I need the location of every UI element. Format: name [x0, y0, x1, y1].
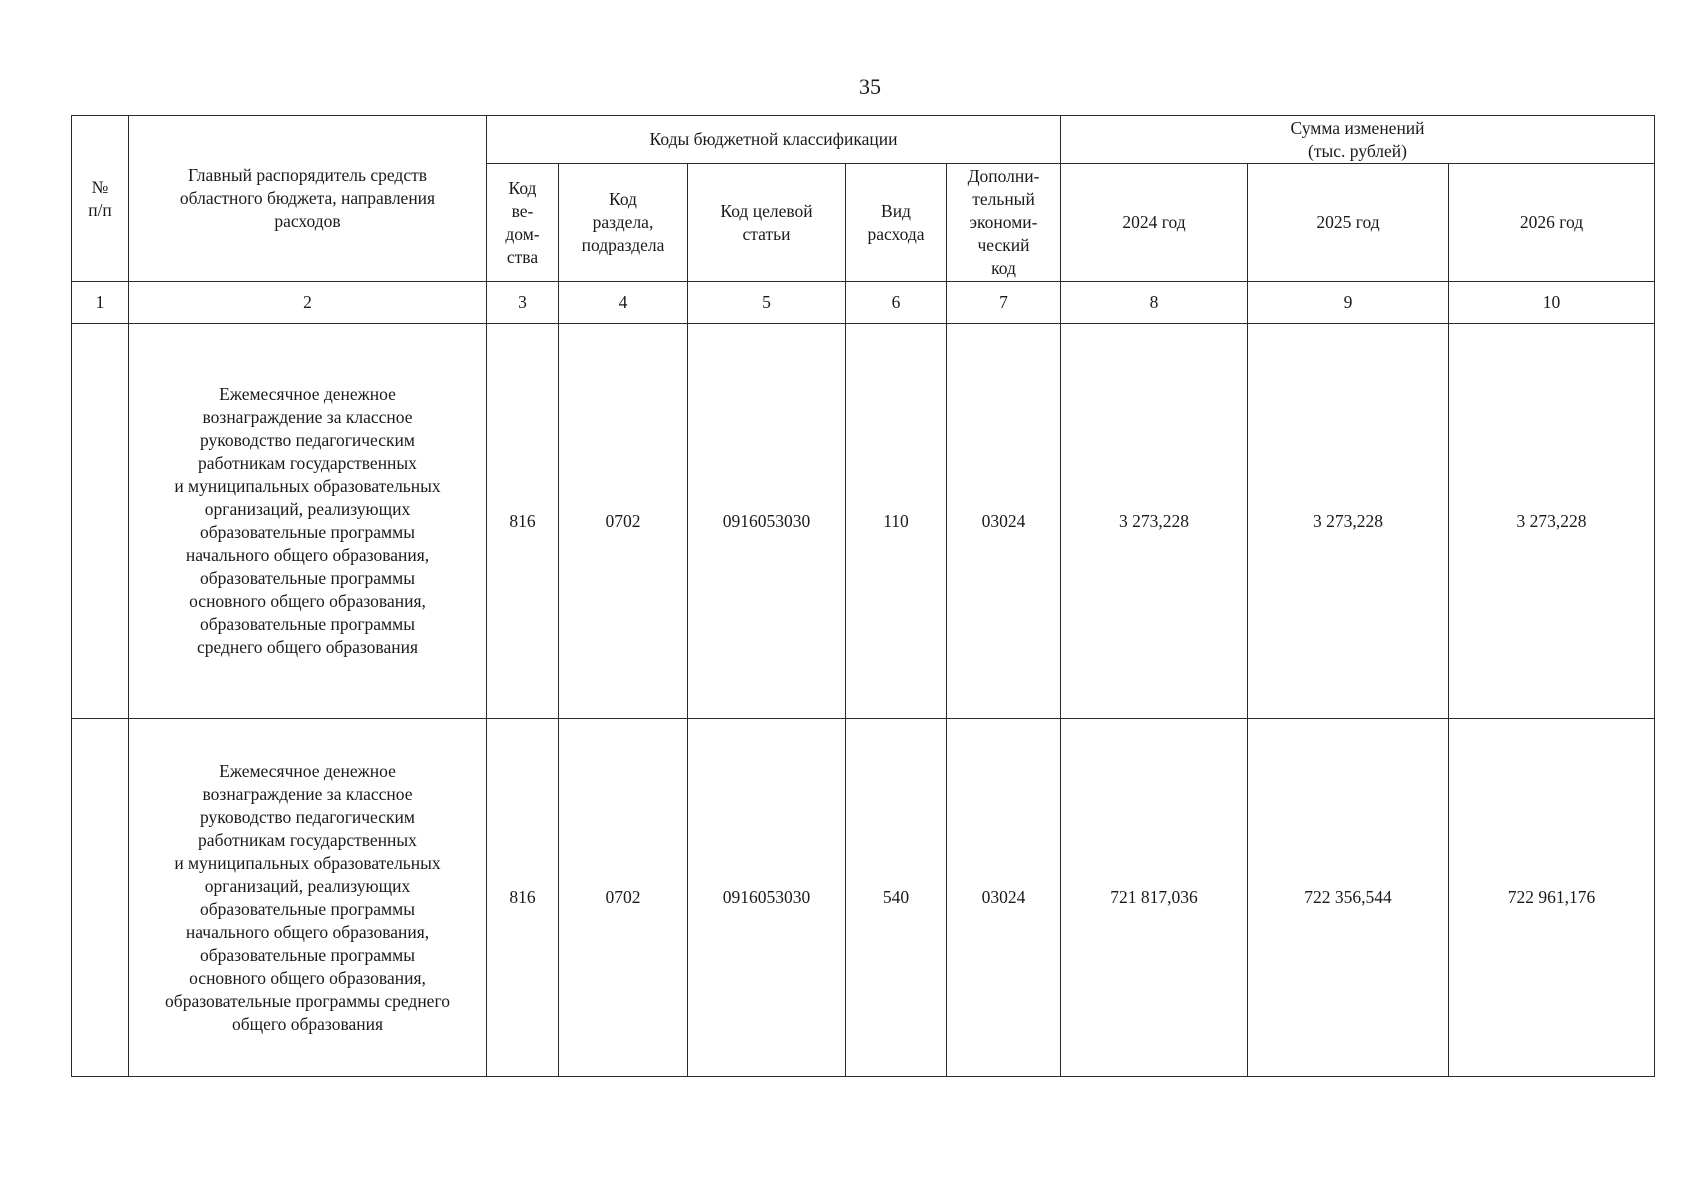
column-number-row [72, 282, 1655, 324]
column-number: 1 [72, 282, 129, 324]
header-year-2026: 2026 год [1449, 164, 1655, 282]
sum-2026-cell: 722 961,176 [1449, 719, 1655, 1077]
sum-2025-cell: 722 356,544 [1248, 719, 1449, 1077]
header-expense-type: Вид расхода [846, 164, 947, 282]
row-number-cell [72, 324, 129, 719]
header-section-code: Код раздела, подраздела [559, 164, 688, 282]
header-budget-manager: Главный распорядитель средств областного бюджета, направления расходов [129, 116, 487, 282]
header-change-sums: Сумма изменений (тыс. рублей) [1061, 116, 1655, 164]
sum-2024-cell: 721 817,036 [1061, 719, 1248, 1077]
additional-code-cell: 03024 [947, 324, 1061, 719]
target-code-cell: 0916053030 [688, 719, 846, 1077]
header-dept-code: Код ве- дом- ства [487, 164, 559, 282]
expense-type-cell: 540 [846, 719, 947, 1077]
header-row-number: № п/п [72, 116, 129, 282]
table-body [72, 324, 1655, 1077]
column-number: 9 [1248, 282, 1449, 324]
header-row-groups [72, 116, 1655, 164]
section-code-cell: 0702 [559, 324, 688, 719]
column-number: 8 [1061, 282, 1248, 324]
sum-2025-cell: 3 273,228 [1248, 324, 1449, 719]
sum-2026-cell: 3 273,228 [1449, 324, 1655, 719]
table-row [72, 324, 1655, 719]
column-number: 7 [947, 282, 1061, 324]
row-number-cell [72, 719, 129, 1077]
header-additional-code: Дополни- тельный экономи- ческий код [947, 164, 1061, 282]
section-code-cell: 0702 [559, 719, 688, 1077]
page-number: 35 [859, 74, 881, 99]
column-number: 10 [1449, 282, 1655, 324]
table-row [72, 719, 1655, 1077]
expense-description-cell: Ежемесячное денежное вознаграждение за классное руководство педагогическим работникам государственных и муниципальных образовательных организаций, реализующих образовательные программы начального общего образования, образовательные программы основного общего образования, образовательные программы среднего общего образования [129, 324, 487, 719]
additional-code-cell: 03024 [947, 719, 1061, 1077]
column-number: 4 [559, 282, 688, 324]
column-number: 6 [846, 282, 947, 324]
column-number: 2 [129, 282, 487, 324]
header-classification-codes: Коды бюджетной классификации [487, 116, 1061, 164]
expense-description-cell: Ежемесячное денежное вознаграждение за классное руководство педагогическим работникам государственных и муниципальных образовательных организаций, реализующих образовательные программы начального общего образования, образовательные программы основного общего образования, образовательные программы среднего общего образования [129, 719, 487, 1077]
column-number: 5 [688, 282, 846, 324]
dept-code-cell: 816 [487, 324, 559, 719]
target-code-cell: 0916053030 [688, 324, 846, 719]
column-number: 3 [487, 282, 559, 324]
header-target-code: Код целевой статьи [688, 164, 846, 282]
header-year-2024: 2024 год [1061, 164, 1248, 282]
dept-code-cell: 816 [487, 719, 559, 1077]
expense-type-cell: 110 [846, 324, 947, 719]
table-header [72, 116, 1655, 324]
sum-2024-cell: 3 273,228 [1061, 324, 1248, 719]
budget-changes-table [71, 115, 1655, 1077]
header-year-2025: 2025 год [1248, 164, 1449, 282]
